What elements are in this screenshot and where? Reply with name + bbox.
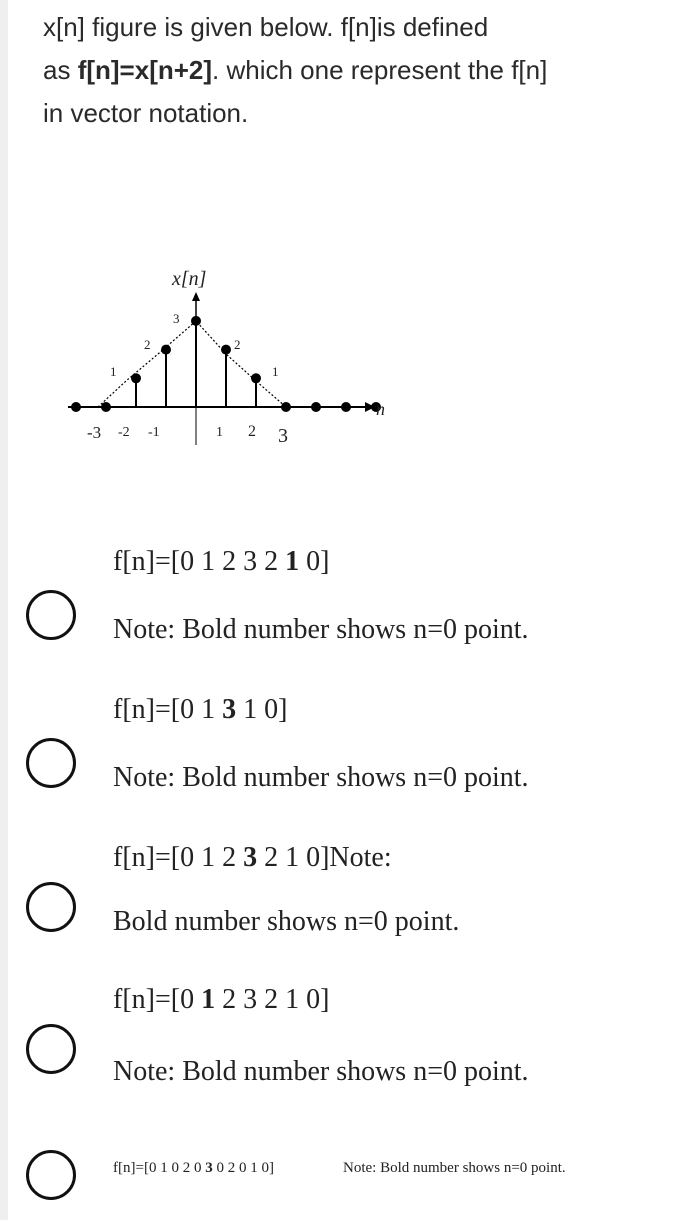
option-5-note: Note: Bold number shows n=0 point. xyxy=(343,1160,566,1176)
plot-title: x[n] xyxy=(172,268,207,290)
option-3-formula xyxy=(113,842,392,874)
option-3-formula-bold: 3 xyxy=(243,842,258,873)
option-2-formula-suffix: 1 0] xyxy=(236,694,288,725)
tick-label-minus-2: -2 xyxy=(118,425,130,440)
option-2-formula-prefix: f[n]=[0 1 xyxy=(113,694,223,725)
dotted-envelope xyxy=(98,321,286,407)
option-1-formula-suffix: 0] xyxy=(299,546,330,577)
left-border-strip xyxy=(0,0,8,1220)
option-1-formula-prefix: f[n]=[0 1 2 3 2 xyxy=(113,546,286,577)
option-1-formula-bold: 1 xyxy=(285,546,300,577)
option-5-formula-prefix: f[n]=[0 1 0 2 0 xyxy=(113,1160,206,1176)
question-line-2-prefix: as xyxy=(43,55,78,85)
y-axis-arrow xyxy=(192,292,200,301)
value-label-1-left: 1 xyxy=(110,364,117,379)
stem-point-n0 xyxy=(191,316,201,326)
option-4-formula-suffix: 2 3 2 1 0] xyxy=(215,984,330,1015)
option-2-note: Note: Bold number shows n=0 point. xyxy=(113,762,529,793)
question-definition: f[n]=x[n+2] xyxy=(77,55,213,85)
value-label-1-right: 1 xyxy=(272,364,279,379)
stem-point-n4 xyxy=(311,402,321,412)
stem-point-n2 xyxy=(251,373,261,383)
option-2-formula xyxy=(113,694,287,726)
question-line-3: in vector notation. xyxy=(43,98,249,128)
radio-button-option-3[interactable] xyxy=(26,882,76,932)
stem-point-n-2 xyxy=(131,373,141,383)
option-5-formula-bold: 3 xyxy=(205,1160,213,1176)
value-label-3: 3 xyxy=(173,311,180,326)
option-3-formula-suffix: 2 1 0]Note: xyxy=(257,842,392,873)
tick-label-1: 1 xyxy=(216,425,223,440)
option-2-formula-bold: 3 xyxy=(222,694,237,725)
stem-point-n5 xyxy=(341,402,351,412)
option-1-note: Note: Bold number shows n=0 point. xyxy=(113,614,529,645)
value-label-2-left: 2 xyxy=(144,337,151,352)
question-line-2-suffix: . which one represent the f[n] xyxy=(212,55,548,85)
stem-plot-figure xyxy=(60,255,400,455)
stem-point-n1 xyxy=(221,345,231,355)
tick-label-minus-3: -3 xyxy=(87,423,102,442)
question-text xyxy=(43,6,643,135)
tick-label-2: 2 xyxy=(248,423,256,440)
option-4-note: Note: Bold number shows n=0 point. xyxy=(113,1056,529,1087)
axis-label-n: n xyxy=(376,399,385,419)
option-1-formula xyxy=(113,546,329,578)
radio-button-option-5[interactable] xyxy=(26,1150,76,1200)
radio-button-option-2[interactable] xyxy=(26,738,76,788)
option-5-formula xyxy=(113,1160,274,1177)
tick-label-3: 3 xyxy=(278,425,288,447)
stem-point-n-3 xyxy=(101,402,111,412)
option-3-formula-prefix: f[n]=[0 1 2 xyxy=(113,842,244,873)
stem-point-n3 xyxy=(281,402,291,412)
radio-button-option-4[interactable] xyxy=(26,1024,76,1074)
stem-point-n-4 xyxy=(71,402,81,412)
value-label-2-right: 2 xyxy=(234,337,241,352)
stem-point-n-1 xyxy=(161,345,171,355)
radio-button-option-1[interactable] xyxy=(26,590,76,640)
option-4-formula-bold: 1 xyxy=(201,984,216,1015)
question-line-2 xyxy=(43,49,643,92)
option-5-formula-suffix: 0 2 0 1 0] xyxy=(212,1160,274,1176)
option-3-note: Bold number shows n=0 point. xyxy=(113,906,460,937)
option-4-formula-prefix: f[n]=[0 xyxy=(113,984,202,1015)
option-4-formula xyxy=(113,984,329,1016)
question-line-1: x[n] figure is given below. f[n]is defined xyxy=(43,12,489,42)
tick-label-minus-1: -1 xyxy=(148,425,160,440)
